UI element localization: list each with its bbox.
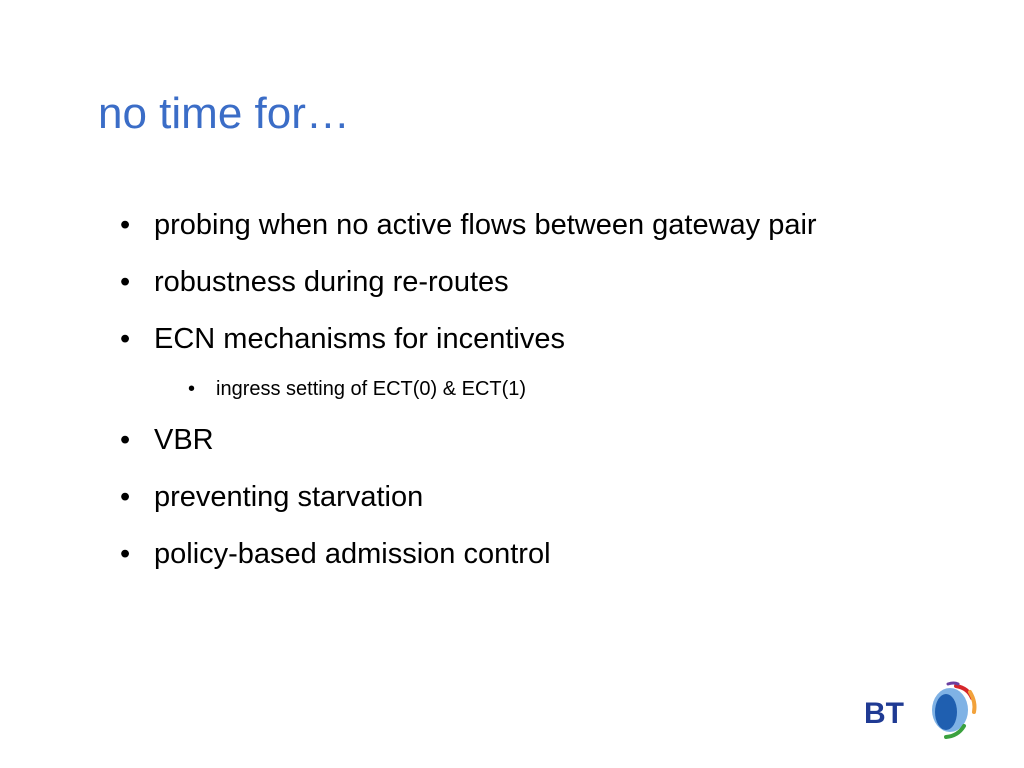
bullet-dot-icon: •: [120, 266, 131, 298]
globe-dark-shape: [935, 694, 957, 730]
bullet-dot-icon: •: [120, 481, 131, 513]
bullet-text: preventing starvation: [154, 481, 424, 513]
bullet-dot-icon: •: [188, 378, 196, 400]
orange-arc-shape: [970, 692, 975, 712]
bullet-dot-icon: •: [120, 209, 131, 241]
bullet-dot-icon: •: [120, 424, 131, 456]
purple-arc-shape: [948, 683, 958, 684]
bullet-dot-icon: •: [120, 323, 131, 355]
bullet-text: policy-based admission control: [154, 538, 551, 570]
slide-title: no time for…: [98, 89, 350, 138]
bt-piper-logo-icon: [862, 680, 982, 740]
bullet-text: probing when no active flows between gateway pair: [154, 209, 817, 241]
bt-logo: [862, 680, 982, 740]
bullet-text: ECN mechanisms for incentives: [154, 323, 565, 355]
bt-logo-text: BT: [864, 697, 904, 730]
bullet-dot-icon: •: [120, 538, 131, 570]
bullet-text: robustness during re-routes: [154, 266, 509, 298]
bullet-text: VBR: [154, 424, 214, 456]
sub-bullet-text: ingress setting of ECT(0) & ECT(1): [216, 378, 527, 400]
